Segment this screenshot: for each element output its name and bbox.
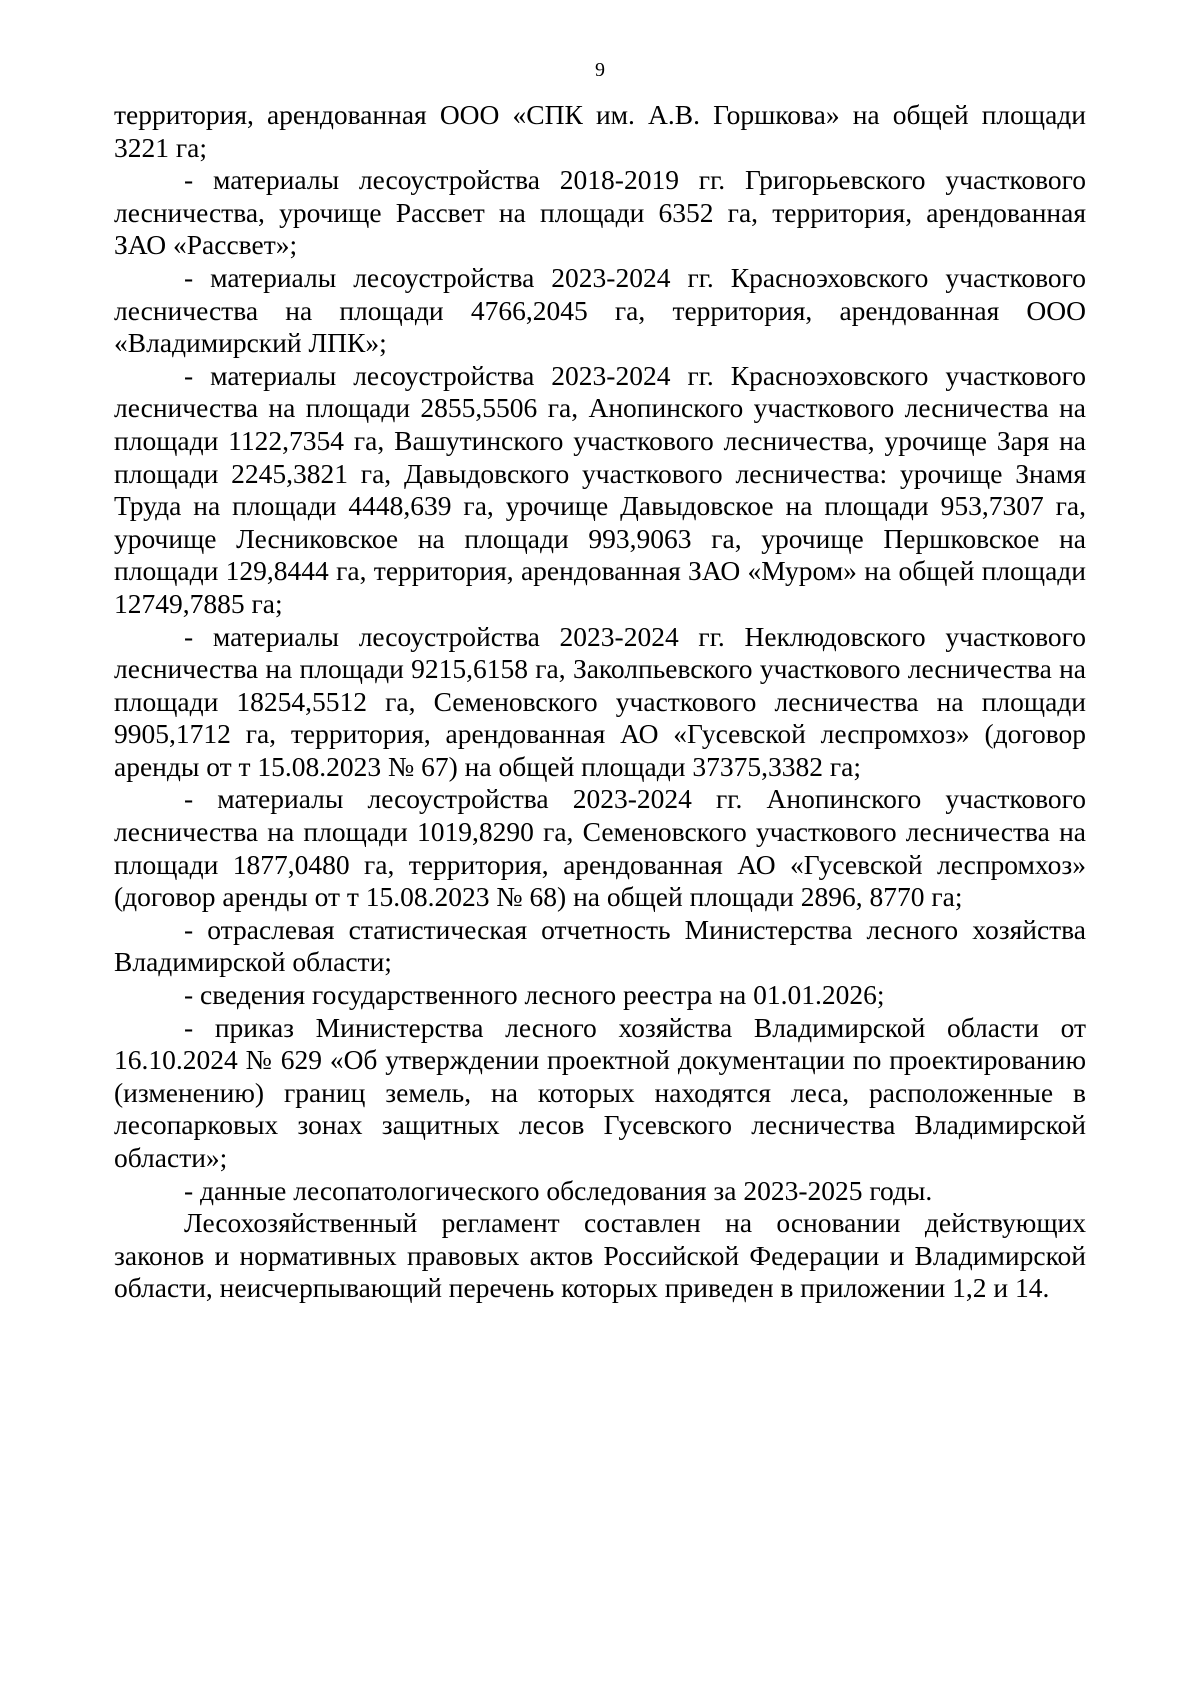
paragraph-neklyudovskoe: - материалы лесоустройства 2023-2024 гг. Неклюдовского участкового лесничества на площади 9215,6158 га, Заколпьевского участкового лесничества на площади 18254,5512 га, Семеновского участкового лесничества на площади 9905,1712 га, территория, арендованная АО «Гусевской леспромхоз» (договор аренды от т 15.08.2023 № 67) на общей площади 37375,3382 га; — [114, 620, 1086, 782]
paragraph-spk-gorshkov: территория, арендованная ООО «СПК им. А.В. Горшкова» на общей площади 3221 га; — [114, 99, 1086, 163]
paragraph-krasnoekhovskoe-murom: - материалы лесоустройства 2023-2024 гг. Красноэховского участкового лесничества на площади 2855,5506 га, Анопинского участкового лесничества на площади 1122,7354 га, Вашутинского участкового лесничества, урочище Заря на площади 2245,3821 га, Давыдовского участкового лесничества: урочище Знамя Труда на площади 4448,639 га, урочище Давыдовское на площади 953,7307 га, урочище Лесниковское на площади 993,9063 га, урочище Першковское на площади 129,8444 га, территория, арендованная ЗАО «Муром» на общей площади 12749,7885 га; — [114, 359, 1086, 619]
paragraph-order: - приказ Министерства лесного хозяйства Владимирской области от 16.10.2024 № 629 «Об утверждении проектной документации по проектированию (изменению) границ земель, на которых находятся леса, расположенные в лесопарковых зонах защитных лесов Гусевского лесничества Владимирской области»; — [114, 1011, 1086, 1173]
paragraph-forest-pathology: - данные лесопатологического обследования за 2023-2025 годы. — [184, 1174, 933, 1206]
paragraph-forest-register: - сведения государственного лесного реестра на 01.01.2026; — [184, 979, 885, 1011]
paragraph-anopinskoe: - материалы лесоустройства 2023-2024 гг. Анопинского участкового лесничества на площади 1019,8290 га, Семеновского участкового лесничества на площади 1877,0480 га, территория, арендованная АО «Гусевской леспромхоз» (договор аренды от т 15.08.2023 № 68) на общей площади 2896, 8770 га; — [114, 783, 1086, 913]
document-body — [114, 99, 1086, 1305]
paragraph-krasnoekhovskoe-vladimirsky-lpk: - материалы лесоустройства 2023-2024 гг. Красноэховского участкового лесничества на площади 4766,2045 га, территория, арендованная ООО «Владимирский ЛПК»; — [114, 261, 1086, 359]
paragraph-statistics: - отраслевая статистическая отчетность Министерства лесного хозяйства Владимирской области; — [114, 913, 1086, 978]
page-number: 9 — [595, 59, 605, 81]
paragraph-grigorievskoe: - материалы лесоустройства 2018-2019 гг. Григорьевского участкового лесничества, урочище Рассвет на площади 6352 га, территория, арендованная ЗАО «Рассвет»; — [114, 164, 1086, 261]
paragraph-regulation-basis: Лесохозяйственный регламент составлен на основании действующих законов и нормативных правовых актов Российской Федерации и Владимирской области, неисчерпывающий перечень которых приведен в приложении 1,2 и 14. — [114, 1207, 1086, 1304]
